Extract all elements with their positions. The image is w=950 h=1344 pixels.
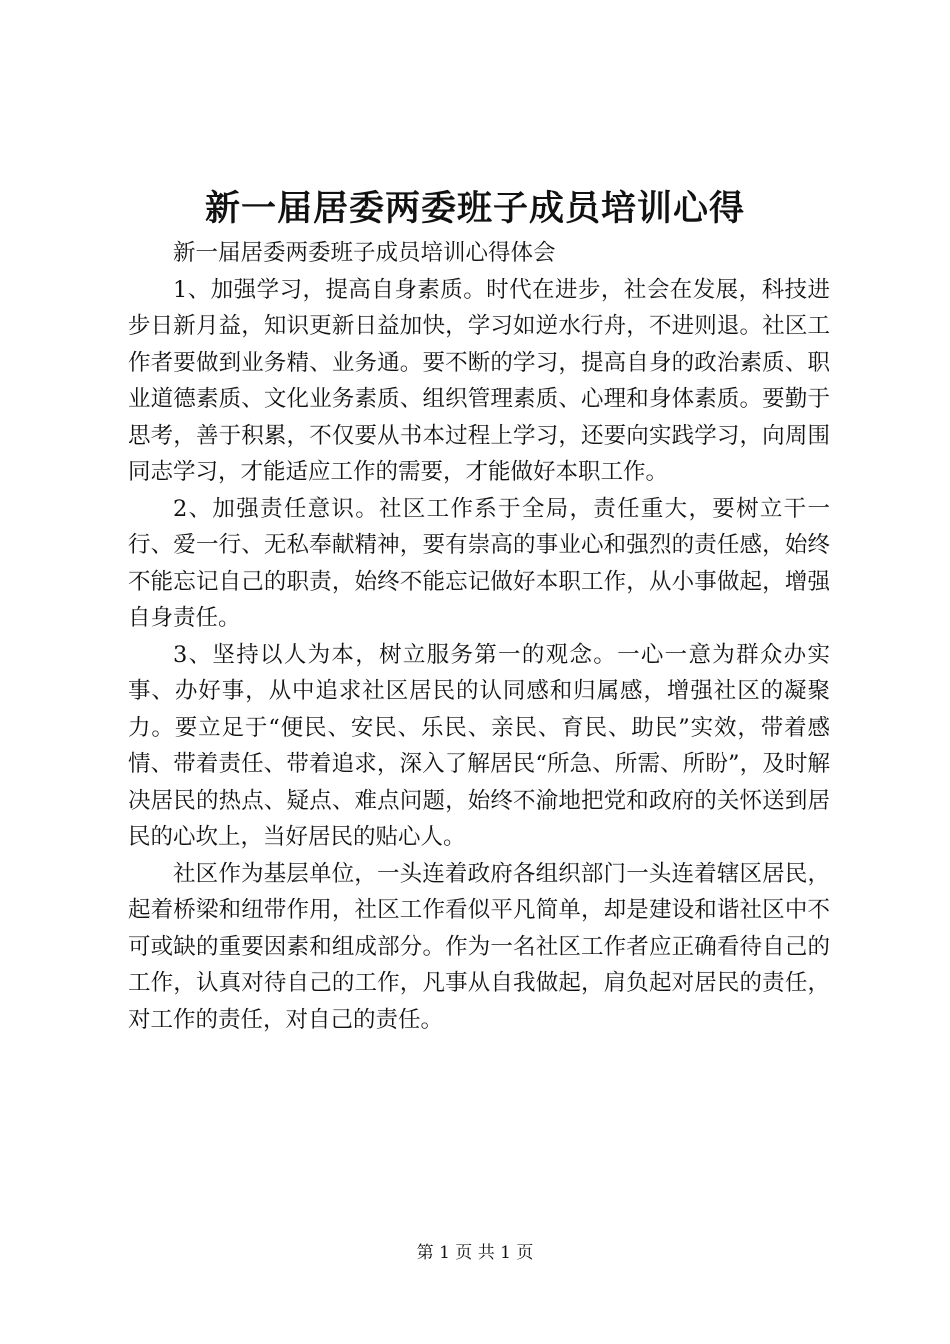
- subtitle-paragraph: 新一届居委两委班子成员培训心得体会: [173, 240, 556, 266]
- document-title: 新一届居委两委班子成员培训心得: [204, 188, 745, 229]
- document-body: [128, 235, 830, 1038]
- paragraph-1: 1、加强学习，提高自身素质。时代在进步，社会在发展，科技进步日新月益，知识更新日益加快，学习如逆水行舟，不进则退。社区工作者要做到业务精、业务通。要不断的学习，提高自身的政治素质、职业道德素质、文化业务素质、组织管理素质、心理和身体素质。要勤于思考，善于积累，不仅要从书本过程上学习，还要向实践学习，向周围同志学习，才能适应工作的需要，才能做好本职工作。: [128, 276, 830, 485]
- paragraph-2: 2、加强责任意识。社区工作系于全局，责任重大，要树立干一行、爱一行、无私奉献精神，要有崇高的事业心和强烈的责任感，始终不能忘记自己的职责，始终不能忘记做好本职工作，从小事做起，增强自身责任。: [128, 495, 830, 631]
- page-footer: 第 1 页 共 1 页: [416, 1243, 534, 1263]
- paragraph-3: 3、坚持以人为本，树立服务第一的观念。一心一意为群众办实事、办好事，从中追求社区居民的认同感和归属感，增强社区的凝聚力。要立足于“便民、安民、乐民、亲民、育民、助民”实效，带着感情、带着责任、带着追求，深入了解居民“所急、所需、所盼”，及时解决居民的热点、疑点、难点问题，始终不渝地把党和政府的关怀送到居民的心坎上，当好居民的贴心人。: [128, 641, 830, 850]
- paragraph-4: 社区作为基层单位，一头连着政府各组织部门一头连着辖区居民，起着桥梁和纽带作用，社区工作看似平凡简单，却是建设和谐社区中不可或缺的重要因素和组成部分。作为一名社区工作者应正确看待自己的工作，认真对待自己的工作，凡事从自我做起，肩负起对居民的责任，对工作的责任，对自己的责任。: [128, 860, 830, 1033]
